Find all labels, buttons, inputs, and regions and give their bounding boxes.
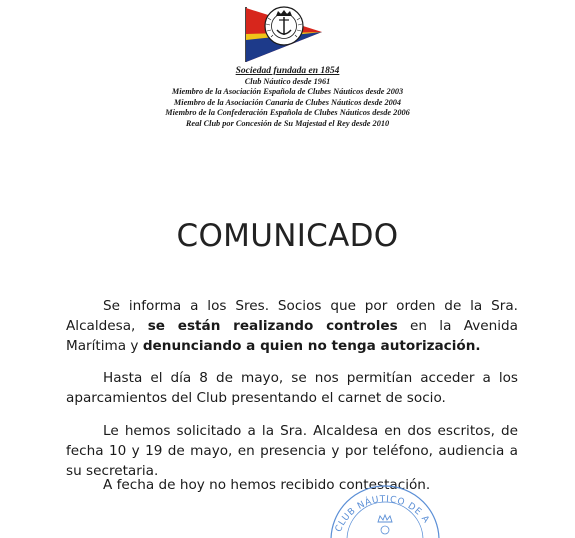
- paragraph-requests: [66, 421, 518, 481]
- paragraph-parking: [66, 368, 518, 408]
- club-header: [150, 66, 425, 129]
- paragraph-controls: [66, 296, 518, 356]
- header-line: Miembro de la Confederación Española de Clubes Náuticos desde 2006: [165, 108, 410, 118]
- header-line: Miembro de la Asociación Canaria de Clubes Náuticos desde 2004: [173, 97, 402, 107]
- header-line: Miembro de la Asociación Española de Clubes Náuticos desde 2003: [171, 87, 404, 97]
- paragraph-text: en la Avenida Marítima y: [66, 318, 518, 354]
- paragraph-text: Le hemos solicitado a la Sra. Alcaldesa en dos escritos, de fecha 10 y 19 de mayo, en presencia y por teléfono, audiencia a su secretaria.: [66, 423, 518, 479]
- founded-line: Sociedad fundada en 1854: [235, 66, 340, 76]
- paragraph-no-reply: [66, 475, 518, 495]
- paragraph-text: A fecha de hoy no hemos recibido contestación.: [103, 477, 431, 493]
- paragraph-text: Se informa a los Sres. Socios que por orden de la Sra. Alcaldesa,: [66, 298, 518, 334]
- club-stamp-icon: [330, 478, 440, 538]
- header-line: Real Club por Concesión de Su Majestad el Rey desde 2010: [185, 118, 390, 128]
- paragraph-bold: denunciando a quien no tenga autorización.: [142, 338, 481, 354]
- stamp-text: CLUB NÁUTICO DE A: [333, 494, 432, 534]
- club-burgee-logo-icon: [240, 4, 324, 64]
- paragraph-text: Hasta el día 8 de mayo, se nos permitían acceder a los aparcamientos del Club presentando el carnet de socio.: [66, 370, 518, 406]
- document-title: COMUNICADO: [176, 218, 399, 254]
- paragraph-bold: se están realizando controles: [147, 318, 398, 334]
- header-line: Club Náutico desde 1961: [244, 77, 331, 86]
